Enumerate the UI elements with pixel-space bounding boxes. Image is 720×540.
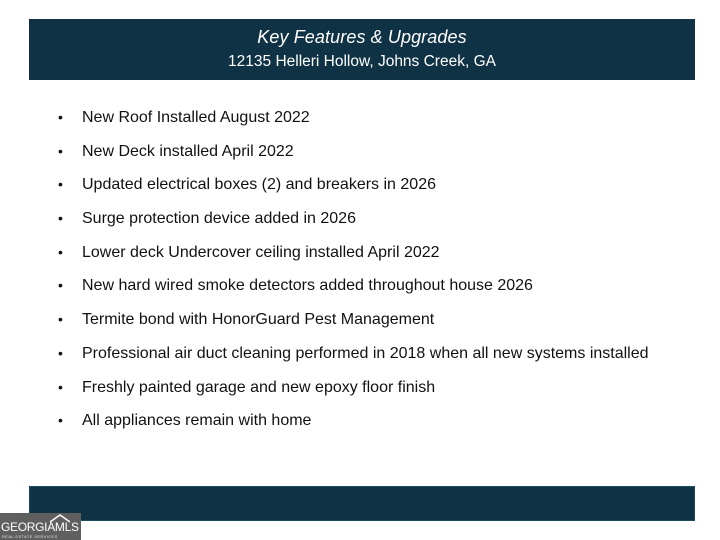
feature-text: New Roof Installed August 2022 — [82, 109, 310, 126]
feature-item — [58, 410, 678, 431]
feature-text: Professional air duct cleaning performed in 2018 when all new systems installed — [82, 344, 649, 362]
bullet-icon: • — [58, 378, 63, 395]
feature-item — [58, 141, 678, 162]
feature-list — [58, 107, 678, 444]
feature-text: All appliances remain with home — [82, 412, 312, 430]
slide-footer-bar — [29, 486, 695, 521]
bullet-icon: • — [58, 142, 63, 159]
bullet-icon: • — [58, 176, 63, 193]
feature-text: Lower deck Undercover ceiling installed April 2022 — [82, 243, 440, 261]
feature-text: Updated electrical boxes (2) and breakers in 2026 — [82, 176, 436, 194]
feature-item — [58, 107, 678, 128]
feature-item — [58, 309, 678, 330]
bullet-icon: • — [58, 210, 63, 227]
feature-item — [58, 343, 678, 364]
slide-title: Key Features & Upgrades — [257, 27, 467, 47]
bullet-icon: • — [58, 344, 63, 361]
property-address: 12135 Helleri Hollow, Johns Creek, GA — [228, 53, 496, 70]
logo-text: GEORGIAMLS — [1, 520, 79, 534]
bullet-icon: • — [58, 311, 63, 328]
slide-header — [29, 19, 695, 80]
bullet-icon: • — [58, 277, 63, 294]
bullet-icon: • — [58, 243, 63, 260]
feature-item — [58, 242, 678, 263]
feature-item — [58, 208, 678, 229]
feature-text: New Deck installed April 2022 — [82, 142, 294, 160]
logo-tagline: REAL ESTATE SERVICES — [2, 534, 58, 539]
feature-item — [58, 377, 678, 398]
bullet-icon: • — [58, 109, 63, 125]
feature-text: Freshly painted garage and new epoxy floor finish — [82, 378, 436, 396]
feature-item — [58, 275, 678, 296]
georgia-mls-logo — [0, 513, 81, 540]
feature-text: Surge protection device added in 2026 — [82, 210, 356, 228]
feature-text: New hard wired smoke detectors added throughout house 2026 — [82, 277, 533, 295]
feature-item — [58, 174, 678, 195]
feature-text: Termite bond with HonorGuard Pest Management — [82, 311, 435, 329]
bullet-icon: • — [58, 412, 63, 429]
